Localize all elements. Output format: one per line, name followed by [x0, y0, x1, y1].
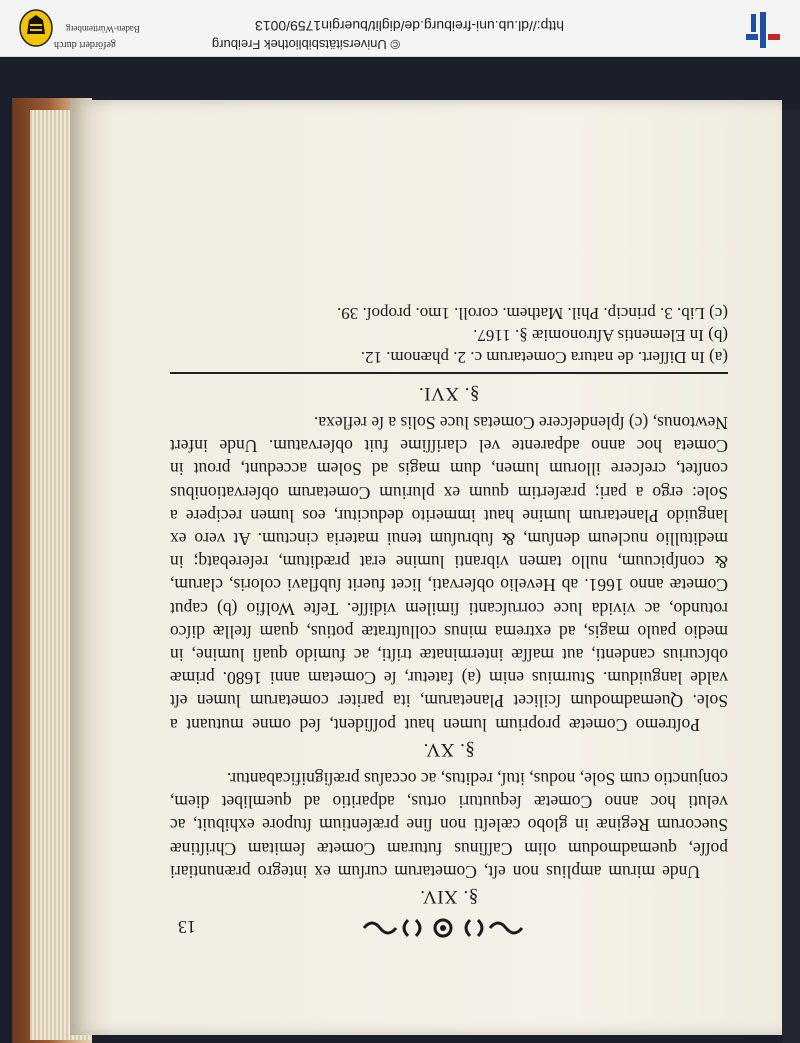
footnote-divider: [170, 372, 728, 374]
funding-line-2: Baden-Württemberg: [66, 24, 140, 34]
page-number: 13: [178, 917, 196, 937]
funding-badge: [10, 4, 180, 52]
footnote: (b) In Elementis Aſtronomiæ §. 1167.: [473, 325, 728, 345]
header-content: [0, 0, 800, 56]
source-url[interactable]: http://dl.ub.uni-freiburg.de/diglit/buergin1759/0013: [255, 18, 564, 34]
page-top: [170, 914, 728, 940]
section-paragraph: Unde mirum amplius non eſt, Cometarum curſum ex integro prænuntiari poſſe, quemadmodum olim Caſſinus futuram Cometæ ſemitam Chriſtinæ Suecorum Reginæ in globo cæleſti non ſine præſentium ſtupore exhibuit, ac veluti hoc anno Cometæ ſequuturi ortus, adparitio ad quemlibet diem, conjunctio cum Sole, nodus, ituſ, reditus, ac occaſus præſignificabantur.: [170, 768, 728, 882]
funding-line-1: gefördert durch: [54, 39, 116, 50]
viewer-header: [0, 0, 800, 57]
page-text-block: [170, 170, 728, 940]
section-heading: §. XIV.: [419, 886, 479, 907]
printer-ornament-icon: [358, 916, 528, 940]
section-paragraph: Poſtremo Cometæ proprium lumen haut poſſident, ſed omne mutuant a Sole. Quemadmodum ſcilicet Planetarum, ita pariter cometarum lumen eſt valde languidum. Sturmius enim (a) fatetur, ſe Cometam anni 1680. primæ obſcurius candenti, aut maſſæ interminatæ triſti, ac fumido quaſi lumine, in medio paulo magis, ad extrema minus colluſtratæ potius, quam ſtellæ diſco rotundo, ac vivida luce corruſcanti ſimilem vidiſſe. Teſte Wolfio (b) caput Cometæ anno 1661. ab Hevelio obſervati, licet fuerit ſubflavi coloris, clarum, & conſpicuum, nullo tamen vibranti lumine erat præditum, reſerebatq; in meditullio nucleum denſum, & ſubruſum tenui materia cinctum. At vero ex languido Planetarum lumine haut immerito deducitur, eos lumen recipere a Sole: ergo a pari; præſertim quum ex plurium Cometarum obſervationibus conſtet, creſcere illorum lumen, dum magis ad Solem accedunt, prout in Cometa hoc anno adparente vel clariſſime fuit obſervatum. Unde infert Newtonus, (c) ſplendeſcere Cometas luce Solis a ſe reflexa.: [170, 412, 728, 735]
baden-wuerttemberg-crest-icon: [18, 8, 54, 48]
background-edge: [782, 110, 800, 1043]
ub-freiburg-logo-icon[interactable]: [742, 10, 782, 50]
footnote: (c) Lib. 3. princip. Phil. Mathem. coroll. 1mo. propoſ. 39.: [337, 303, 728, 323]
footnote: (a) In Diſſert. de natura Cometarum c. 2. phænom. 12.: [360, 347, 728, 367]
copyright-notice: © Universitätsbibliothek Freiburg: [211, 37, 400, 52]
section-heading: §. XVI.: [418, 382, 480, 404]
section-heading: §. XV.: [423, 738, 475, 760]
